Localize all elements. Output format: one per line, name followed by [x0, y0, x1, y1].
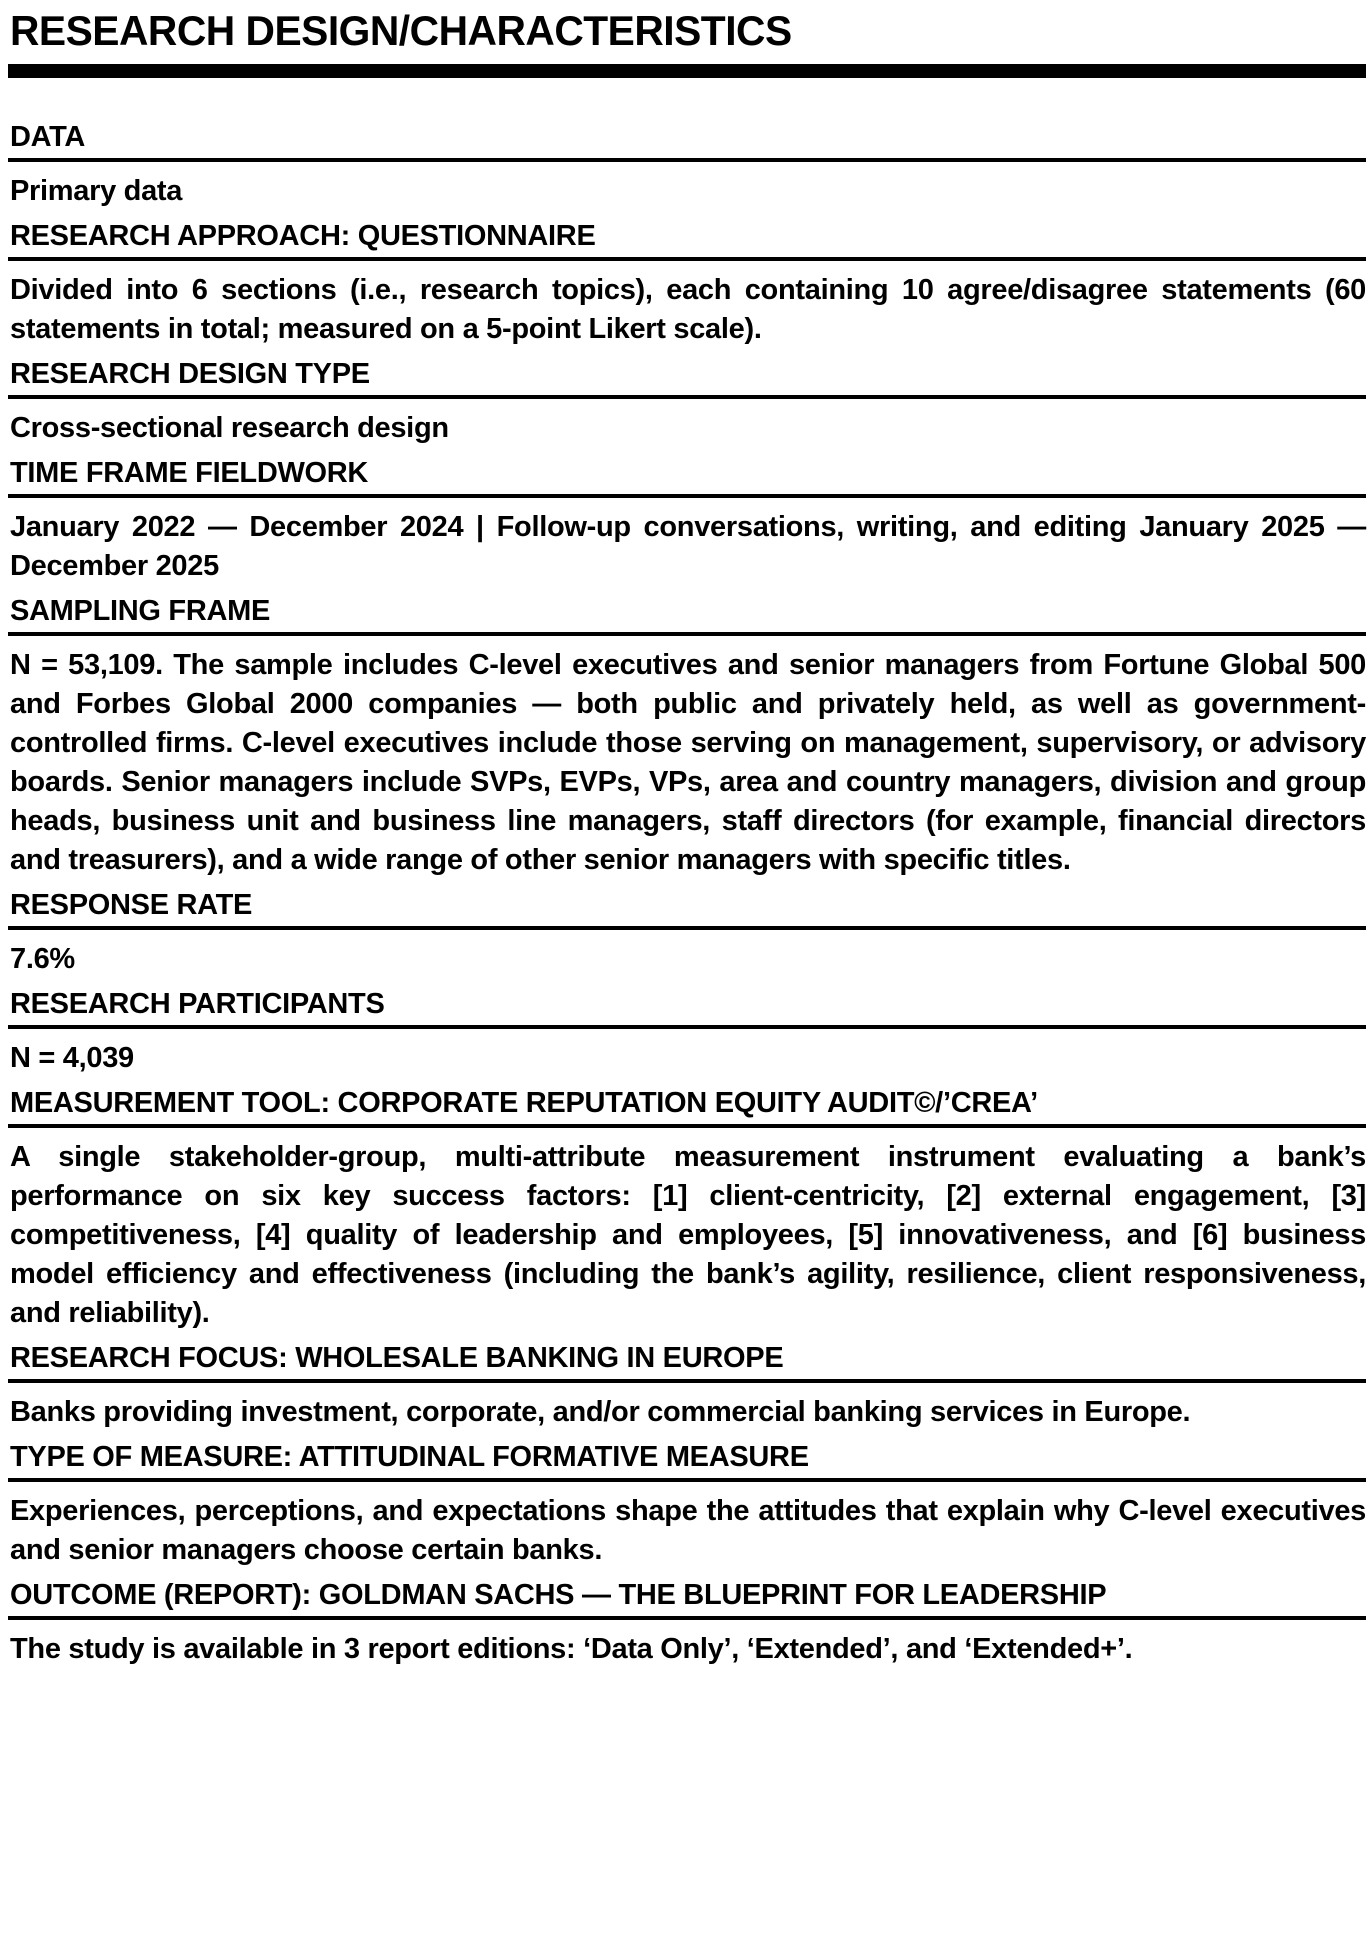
section-value: Primary data	[10, 175, 183, 207]
section-research-design-type	[8, 355, 1366, 448]
section-label: MEASUREMENT TOOL: CORPORATE REPUTATION EQUITY AUDIT©/’CREA’	[10, 1087, 1038, 1119]
section-research-approach	[8, 217, 1366, 349]
section-value: A single stakeholder-group, multi-attribute measurement instrument evaluating a bank’s performance on six key success factors: [1] client-centricity, [2] external engagement, [3] competitiveness, [4] quality of leadership and employees, [5] innovativeness, and [6] business model efficiency and effectiveness (including the bank’s agility, resilience, client responsiveness, and reliability).	[10, 1141, 1366, 1329]
document-page	[8, 8, 1366, 1669]
section-divider	[8, 1616, 1366, 1620]
section-divider	[8, 1478, 1366, 1482]
section-divider	[8, 1025, 1366, 1029]
section-value: 7.6%	[10, 943, 75, 975]
section-response-rate	[8, 886, 1366, 979]
section-divider	[8, 632, 1366, 636]
section-value: Divided into 6 sections (i.e., research topics), each containing 10 agree/disagree statements (60 statements in total; measured on a 5-point Likert scale).	[10, 274, 1366, 345]
section-label: RESEARCH APPROACH: QUESTIONNAIRE	[10, 220, 596, 252]
section-label: DATA	[10, 121, 86, 153]
section-data	[8, 118, 1366, 211]
title-divider	[8, 64, 1366, 78]
section-label: TYPE OF MEASURE: ATTITUDINAL FORMATIVE MEASURE	[10, 1441, 809, 1473]
section-value: Banks providing investment, corporate, and/or commercial banking services in Europe.	[10, 1396, 1191, 1428]
section-value: Cross-sectional research design	[10, 412, 449, 444]
page-title: RESEARCH DESIGN/CHARACTERISTICS	[9, 7, 792, 54]
section-value: N = 53,109. The sample includes C-level executives and senior managers from Fortune Global 500 and Forbes Global 2000 companies — both public and privately held, as well as government-controlled firms. C-level executives include those serving on management, supervisory, or advisory boards. Senior managers include SVPs, EVPs, VPs, area and country managers, division and group heads, business unit and business line managers, staff directors (for example, financial directors and treasurers), and a wide range of other senior managers with specific titles.	[10, 649, 1366, 876]
section-label: RESEARCH DESIGN TYPE	[10, 358, 370, 390]
section-label: RESEARCH PARTICIPANTS	[10, 988, 385, 1020]
section-value: N = 4,039	[10, 1042, 134, 1074]
section-time-frame	[8, 454, 1366, 586]
section-research-participants	[8, 985, 1366, 1078]
section-value: Experiences, perceptions, and expectations shape the attitudes that explain why C-level executives and senior managers choose certain banks.	[10, 1495, 1366, 1566]
section-label: SAMPLING FRAME	[10, 595, 271, 627]
section-outcome-report	[8, 1576, 1366, 1669]
section-value: January 2022 — December 2024 | Follow-up conversations, writing, and editing January 2025 — December 2025	[10, 511, 1366, 582]
section-label: RESEARCH FOCUS: WHOLESALE BANKING IN EUROPE	[10, 1342, 784, 1374]
section-divider	[8, 1379, 1366, 1383]
section-label: TIME FRAME FIELDWORK	[10, 457, 369, 489]
section-value: The study is available in 3 report editions: ‘Data Only’, ‘Extended’, and ‘Extended+’.	[10, 1633, 1133, 1665]
section-measurement-tool	[8, 1084, 1366, 1333]
section-divider	[8, 926, 1366, 930]
section-divider	[8, 257, 1366, 261]
section-divider	[8, 158, 1366, 162]
section-sampling-frame	[8, 592, 1366, 880]
section-divider	[8, 1124, 1366, 1128]
section-type-of-measure	[8, 1438, 1366, 1570]
section-research-focus	[8, 1339, 1366, 1432]
section-label: OUTCOME (REPORT): GOLDMAN SACHS — THE BLUEPRINT FOR LEADERSHIP	[10, 1579, 1107, 1611]
section-divider	[8, 395, 1366, 399]
section-divider	[8, 494, 1366, 498]
section-label: RESPONSE RATE	[10, 889, 253, 921]
